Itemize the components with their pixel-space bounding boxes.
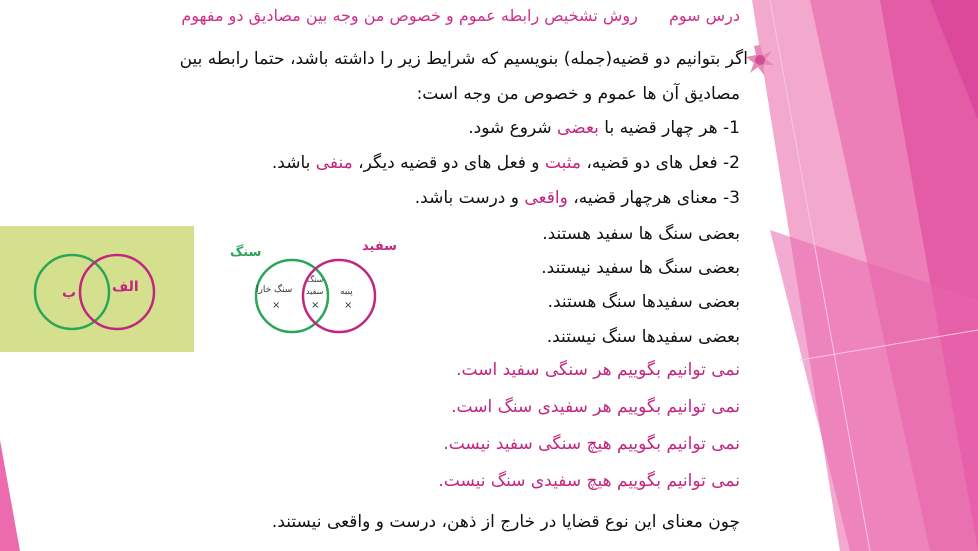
- venn-only-stone: سنگ خارا: [256, 285, 293, 295]
- flower-bullet-icon: [745, 43, 775, 77]
- venn-label-white: سفید: [362, 239, 397, 254]
- venn-simple-right-label: الف: [112, 279, 139, 295]
- venn-mark-right: ×: [344, 300, 353, 311]
- venn-overlap-line-2: سفید: [306, 287, 324, 296]
- condition-2-end: باشد.: [271, 153, 316, 173]
- example-4: بعضی سفیدها سنگ نیستند.: [546, 327, 740, 347]
- negation-2: نمی توانیم بگوییم هر سفیدی سنگ است.: [451, 397, 740, 417]
- topic-label: روش تشخیص رابطه عموم و خصوص من وجه بین مصادیق دو مفهوم: [181, 6, 638, 25]
- negation-4: نمی توانیم بگوییم هیچ سفیدی سنگ نیست.: [438, 471, 740, 491]
- intro-line-2: مصادیق آن ها عموم و خصوص من وجه است:: [416, 84, 740, 104]
- condition-1: [468, 118, 740, 138]
- venn-example-svg: [222, 232, 402, 352]
- condition-2: [272, 153, 740, 173]
- condition-2-text: 2- فعل های دو قضیه،: [580, 153, 740, 173]
- slide-title: [40, 6, 740, 25]
- condition-2-keyword-negative: منفی: [315, 153, 353, 173]
- intro-line-1: اگر بتوانیم دو قضیه(جمله) بنویسیم که شرایط زیر را داشته باشد، حتما رابطه بین: [179, 49, 748, 69]
- venn-diagram-simple: [0, 226, 194, 352]
- example-1: بعضی سنگ ها سفید هستند.: [542, 224, 740, 244]
- lesson-label: درس سوم: [668, 6, 740, 25]
- venn-mark-left: ×: [272, 300, 281, 311]
- condition-2-middle: و فعل های دو قضیه دیگر،: [352, 153, 545, 173]
- example-3: بعضی سفیدها سنگ هستند.: [547, 292, 740, 312]
- venn-overlap-line-1: سنگ: [307, 275, 324, 284]
- venn-mark-middle: ×: [311, 300, 320, 311]
- conclusion: چون معنای این نوع قضایا در خارج از ذهن، درست و واقعی نیستند.: [271, 512, 740, 532]
- condition-1-text: 1- هر چهار قضیه با: [598, 118, 740, 138]
- example-2: بعضی سنگ ها سفید نیستند.: [541, 258, 740, 278]
- venn-simple-svg: [0, 226, 194, 352]
- venn-only-white: پنبه: [340, 287, 353, 297]
- condition-3-text: 3- معنای هرچهار قضیه،: [567, 188, 740, 208]
- venn-label-stone: سنگ: [230, 245, 262, 260]
- venn-diagram-example: [222, 232, 402, 356]
- negation-1: نمی توانیم بگوییم هر سنگی سفید است.: [456, 360, 740, 380]
- negation-3: نمی توانیم بگوییم هیچ سنگی سفید نیست.: [443, 434, 740, 454]
- condition-1-keyword: بعضی: [557, 118, 599, 138]
- venn-simple-left-label: ب: [62, 285, 77, 301]
- condition-3-end: و درست باشد.: [414, 188, 525, 208]
- condition-2-keyword-positive: مثبت: [544, 153, 581, 173]
- condition-3: [415, 188, 740, 208]
- condition-3-keyword: واقعی: [524, 188, 568, 208]
- condition-1-end: شروع شود.: [468, 118, 558, 138]
